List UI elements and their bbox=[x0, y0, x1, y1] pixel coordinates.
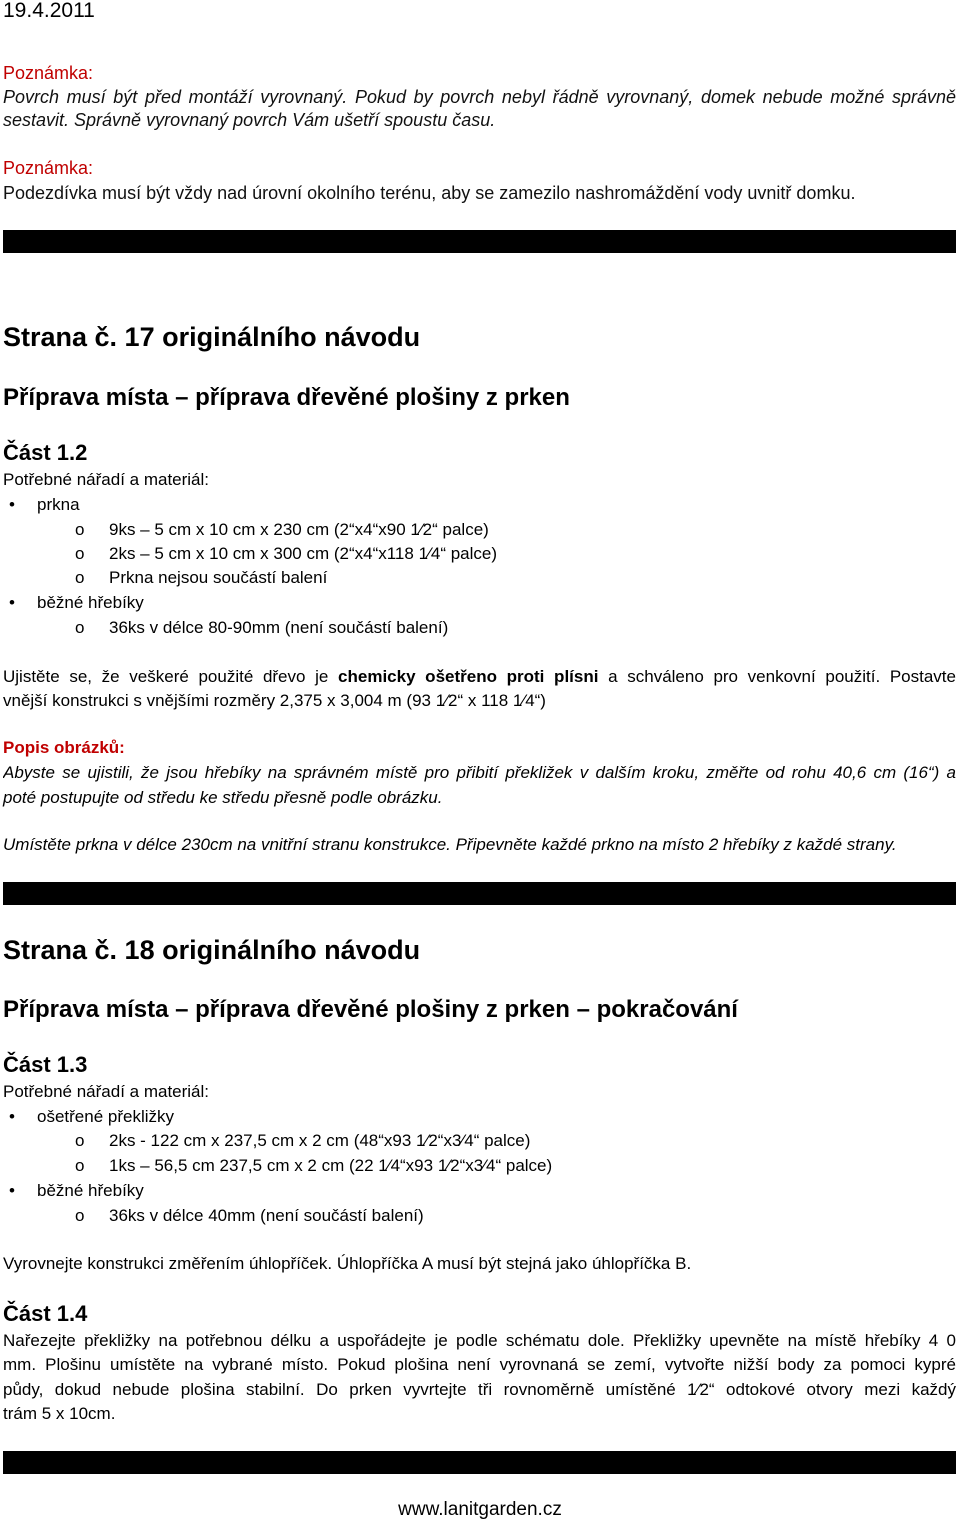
paragraph-line: mm. Plošinu umístěte na vybrané místo. Pokud plošina není vyrovnaná se zemí, vytvořte nižší body za pomoci kypré bbox=[3, 1355, 956, 1374]
figure-description-line: Abyste se ujistili, že jsou hřebíky na správném místě pro přibití překližek v dalším kroku, změřte od rohu 40,6 cm (16“) a bbox=[3, 763, 956, 782]
list-item-text: běžné hřebíky bbox=[37, 1181, 144, 1200]
sub-list-item-text: 36ks v délce 40mm (není součástí balení) bbox=[109, 1206, 424, 1225]
note-text-line: sestavit. Správně vyrovnaný povrch Vám ušetří spoustu času. bbox=[3, 110, 496, 130]
list-item bbox=[0, 493, 960, 517]
divider-bar bbox=[3, 882, 956, 905]
list-item bbox=[0, 591, 960, 615]
divider-bar bbox=[3, 230, 956, 253]
materials-label: Potřebné nářadí a materiál: bbox=[3, 470, 210, 489]
paragraph-line: vnější konstrukci s vnějšími rozměry 2,375 x 3,004 m (93 1⁄2“ x 118 1⁄4“) bbox=[3, 691, 546, 710]
paragraph-line: Nařezejte překližky na potřebnou délku a uspořádejte je podle schématu dole. Překližky upevněte na místě hřebíky 4 0 bbox=[3, 1331, 956, 1350]
sub-list-item bbox=[0, 1129, 960, 1153]
list-item bbox=[0, 1105, 960, 1129]
bullet-marker: • bbox=[9, 1181, 15, 1200]
list-item-text: běžné hřebíky bbox=[37, 593, 144, 612]
list-item-text: ošetřené překližky bbox=[37, 1107, 175, 1126]
note-text-line: Podezdívka musí být vždy nad úrovní okolního terénu, aby se zamezilo nashromáždění vody uvnitř domku. bbox=[3, 183, 856, 203]
paragraph-text: Ujistěte se, že veškeré použité dřevo je bbox=[3, 667, 329, 686]
sub-list-item-text: Prkna nejsou součástí balení bbox=[109, 568, 328, 587]
list-item-text: prkna bbox=[37, 495, 80, 514]
sub-bullet-marker: o bbox=[75, 1156, 85, 1175]
sub-bullet-marker: o bbox=[75, 618, 85, 637]
figure-description-label: Popis obrázků: bbox=[3, 738, 125, 757]
sub-list-item-text: 2ks - 122 cm x 237,5 cm x 2 cm (48“x93 1⁄2“x3⁄4“ palce) bbox=[109, 1131, 531, 1150]
bullet-marker: • bbox=[9, 593, 15, 612]
sub-bullet-marker: o bbox=[75, 568, 85, 587]
sub-list-item bbox=[0, 616, 960, 640]
sub-bullet-marker: o bbox=[75, 520, 85, 539]
part-heading: Část 1.4 bbox=[3, 1301, 88, 1326]
note-label: Poznámka: bbox=[3, 63, 94, 83]
sub-bullet-marker: o bbox=[75, 1206, 85, 1225]
paragraph-line: půdy, dokud nebude plošina stabilní. Do prken vyvrtejte tři rovnoměrně umístěné 1⁄2“ odtokové otvory mezi každý bbox=[3, 1380, 956, 1399]
sub-list-item-text: 2ks – 5 cm x 10 cm x 300 cm (2“x4“x118 1⁄4“ palce) bbox=[109, 544, 498, 563]
sub-list-item-text: 1ks – 56,5 cm 237,5 cm x 2 cm (22 1⁄4“x93 1⁄2“x3⁄4“ palce) bbox=[109, 1156, 553, 1175]
section-heading: Příprava místa – příprava dřevěné plošiny z prken – pokračování bbox=[3, 996, 738, 1023]
sub-bullet-marker: o bbox=[75, 1131, 85, 1150]
paragraph-line: trám 5 x 10cm. bbox=[3, 1404, 116, 1423]
bullet-marker: • bbox=[9, 1107, 15, 1126]
divider-bar bbox=[3, 1451, 956, 1474]
materials-label: Potřebné nářadí a materiál: bbox=[3, 1082, 210, 1101]
sub-list-item bbox=[0, 1154, 960, 1178]
note-text-line: Povrch musí být před montáží vyrovnaný. Pokud by povrch nebyl řádně vyrovnaný, domek nebude možné správně bbox=[3, 87, 956, 107]
instruction-line: Vyrovnejte konstrukci změřením úhlopříček. Úhlopříčka A musí být stejná jako úhlopříčka B. bbox=[3, 1254, 692, 1273]
sub-bullet-marker: o bbox=[75, 544, 85, 563]
document-date: 19.4.2011 bbox=[3, 0, 95, 22]
footer-url: www.lanitgarden.cz bbox=[398, 1499, 562, 1520]
part-heading: Část 1.2 bbox=[3, 440, 88, 465]
paragraph-text: a schváleno pro venkovní použití. Postavte bbox=[608, 667, 956, 686]
emphasis-text: chemicky ošetřeno proti plísni bbox=[338, 667, 599, 686]
sub-list-item bbox=[0, 542, 960, 566]
section-heading: Příprava místa – příprava dřevěné plošiny z prken bbox=[3, 384, 570, 411]
paragraph-line bbox=[3, 665, 956, 689]
list-item bbox=[0, 1179, 960, 1203]
page-title: Strana č. 18 originálního návodu bbox=[3, 935, 421, 965]
sub-list-item bbox=[0, 518, 960, 542]
note-label: Poznámka: bbox=[3, 158, 94, 178]
sub-list-item bbox=[0, 1204, 960, 1228]
bullet-marker: • bbox=[9, 495, 15, 514]
figure-description-line: poté postupujte od středu ke středu přesně podle obrázku. bbox=[3, 788, 443, 807]
sub-list-item-text: 9ks – 5 cm x 10 cm x 230 cm (2“x4“x90 1⁄2“ palce) bbox=[109, 520, 489, 539]
part-heading: Část 1.3 bbox=[3, 1052, 88, 1077]
page-title: Strana č. 17 originálního návodu bbox=[3, 322, 421, 352]
sub-list-item bbox=[0, 566, 960, 590]
sub-list-item-text: 36ks v délce 80-90mm (není součástí balení) bbox=[109, 618, 449, 637]
instruction-line: Umístěte prkna v délce 230cm na vnitřní stranu konstrukce. Připevněte každé prkno na místo 2 hřebíky z každé strany. bbox=[3, 835, 897, 854]
